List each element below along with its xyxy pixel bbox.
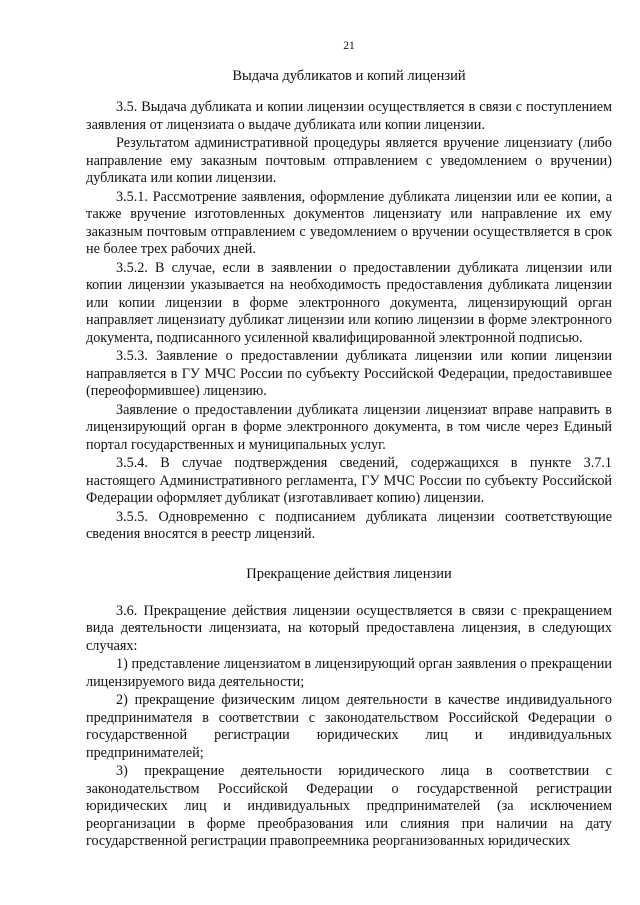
section-title-duplicates: Выдача дубликатов и копий лицензий [232, 68, 466, 84]
list-item-2: 2) прекращение физическим лицом деятельности в качестве индивидуального предпринимателя в соответствии с законодательством Российской Федерации о государственной регистрации юридических лиц и индивидуальных предпринимателей; [86, 692, 612, 761]
paragraph-3-5: 3.5. Выдача дубликата и копии лицензии осуществляется в связи с поступлением заявления от лицензиата о выдаче дубликата или копии лицензии. [86, 99, 612, 133]
section-title-termination: Прекращение действия лицензии [246, 565, 452, 582]
section-body-termination [86, 603, 612, 851]
list-item-3: 3) прекращение деятельности юридического лица в соответствии с законодательством Российской Федерации о государственной регистрации юридических лиц и индивидуальных предпринимателей (за исключением реорганизации в форме преобразования или слияния при наличии на дату государственной регистрации правопреемника реорганизованных юридических [86, 763, 612, 849]
paragraph-3-5-4: 3.5.4. В случае подтверждения сведений, содержащихся в пункте 3.7.1 настоящего Административного регламента, ГУ МЧС России по субъекту Российской Федерации оформляет дубликат (изготавливает копию) лицензии. [86, 455, 612, 506]
paragraph-3-5-1: 3.5.1. Рассмотрение заявления, оформление дубликата лицензии или ее копии, а также вручение изготовленных документов лицензиату или направление их ему заказным почтовым отправлением с уведомлением о вручении осуществляется в срок не более трех рабочих дней. [86, 188, 612, 257]
paragraph-3-5-3: 3.5.3. Заявление о предоставлении дубликата лицензии или копии лицензии направляется в ГУ МЧС России по субъекту Российской Федерации, предоставившее (переоформившее) лицензию. [86, 348, 612, 399]
page-number: 21 [343, 40, 355, 52]
section-body-duplicates [86, 99, 612, 544]
paragraph-3-5-2: 3.5.2. В случае, если в заявлении о предоставлении дубликата лицензии или копии лицензии указывается на необходимость предоставления дубликата лицензии или копии лицензии в форме электронного документа, лицензирующий орган направляет лицензиату дубликат лицензии или копию лицензии в форме электронного документа, подписанного усиленной квалифицированной электронной подписью. [86, 259, 612, 346]
paragraph-application: Заявление о предоставлении дубликата лицензии лицензиат вправе направить в лицензирующий орган в форме электронного документа, в том числе через Единый портал государственных и муниципальных услуг. [86, 401, 612, 453]
paragraph-3-5-5: 3.5.5. Одновременно с подписанием дубликата лицензии соответствующие сведения вносятся в реестр лицензий. [86, 508, 612, 542]
paragraph-3-6: 3.6. Прекращение действия лицензии осуществляется в связи с прекращением вида деятельности лицензиата, на который предоставлена лицензия, в следующих случаях: [86, 602, 612, 654]
paragraph-result: Результатом административной процедуры является вручение лицензиату (либо направление ему заказным почтовым отправлением с уведомлением о вручении) дубликата или копии лицензии. [86, 135, 612, 186]
list-item-1: 1) представление лицензиатом в лицензирующий орган заявления о прекращении лицензируемого вида деятельности; [86, 656, 612, 690]
